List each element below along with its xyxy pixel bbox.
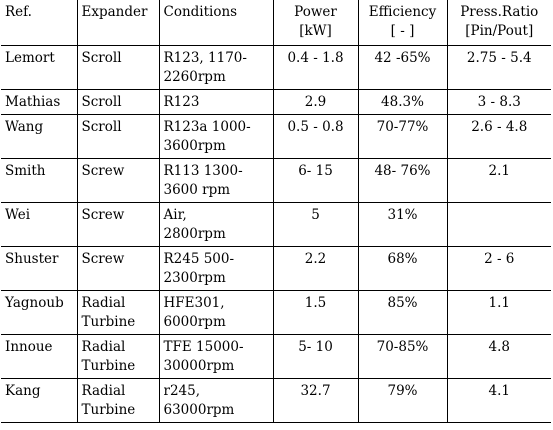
cell-conditions (159, 203, 273, 247)
cell-pressure-ratio: 3 - 8.3 (447, 90, 551, 115)
header-pressure-ratio (447, 0, 551, 46)
cell-conditions (159, 115, 273, 159)
cell-expander-line: Scroll (81, 50, 122, 66)
cell-conditions (159, 379, 273, 423)
cell-conditions-line: 63000rpm (163, 402, 235, 418)
cell-expander-line: Screw (81, 251, 125, 267)
header-conditions: Conditions (159, 0, 273, 46)
cell-conditions-line: R245 500- (163, 251, 235, 267)
cell-expander (77, 90, 159, 115)
cell-efficiency: 31% (358, 203, 447, 247)
cell-conditions-line: HFE301, (163, 295, 225, 311)
table-row (1, 247, 551, 291)
cell-conditions-line: R123a 1000- (163, 119, 251, 135)
cell-conditions (159, 90, 273, 115)
table-row (1, 291, 551, 335)
table-row (1, 159, 551, 203)
cell-power: 2.9 (273, 90, 358, 115)
cell-conditions (159, 46, 273, 90)
cell-expander-line: Radial (81, 339, 126, 355)
cell-expander (77, 46, 159, 90)
cell-conditions (159, 335, 273, 379)
cell-efficiency: 70-77% (358, 115, 447, 159)
cell-pressure-ratio: 4.8 (447, 335, 551, 379)
header-power-label: Power (294, 4, 337, 20)
cell-expander-line: Screw (81, 207, 125, 223)
cell-ref: Lemort (1, 46, 77, 90)
header-power (273, 0, 358, 46)
cell-conditions-line: r245, (163, 383, 201, 399)
table-row (1, 90, 551, 115)
cell-expander-line: Turbine (81, 314, 136, 330)
cell-power: 32.7 (273, 379, 358, 423)
cell-efficiency: 85% (358, 291, 447, 335)
cell-pressure-ratio: 2 - 6 (447, 247, 551, 291)
cell-expander-line: Turbine (81, 402, 136, 418)
cell-power: 0.4 - 1.8 (273, 46, 358, 90)
cell-expander-line: Turbine (81, 358, 136, 374)
table-body (1, 46, 551, 423)
cell-expander-line: Scroll (81, 94, 122, 110)
cell-efficiency: 68% (358, 247, 447, 291)
cell-conditions-line: 2800rpm (163, 226, 226, 242)
expander-comparison-table (1, 0, 551, 423)
header-pressure-ratio-unit: [Pin/Pout] (465, 23, 534, 39)
cell-efficiency: 42 -65% (358, 46, 447, 90)
cell-expander-line: Radial (81, 295, 126, 311)
cell-conditions (159, 291, 273, 335)
cell-expander (77, 379, 159, 423)
cell-expander (77, 115, 159, 159)
table-row (1, 115, 551, 159)
header-row (1, 0, 551, 46)
cell-conditions (159, 159, 273, 203)
cell-expander (77, 203, 159, 247)
cell-conditions-line: R123, 1170- (163, 50, 247, 66)
cell-pressure-ratio: 2.75 - 5.4 (447, 46, 551, 90)
cell-conditions-line: 30000rpm (163, 358, 235, 374)
cell-ref: Wang (1, 115, 77, 159)
cell-expander (77, 335, 159, 379)
cell-pressure-ratio: 2.6 - 4.8 (447, 115, 551, 159)
cell-ref: Wei (1, 203, 77, 247)
cell-power: 5- 10 (273, 335, 358, 379)
header-efficiency-label: Efficiency (368, 4, 437, 20)
header-efficiency (358, 0, 447, 46)
cell-ref: Smith (1, 159, 77, 203)
header-efficiency-unit: [ - ] (390, 23, 415, 39)
cell-ref: Shuster (1, 247, 77, 291)
cell-expander-line: Screw (81, 163, 125, 179)
cell-conditions-line: 3600 rpm (163, 182, 231, 198)
cell-conditions-line: TFE 15000- (163, 339, 244, 355)
cell-conditions-line: R113 1300- (163, 163, 243, 179)
cell-power: 6- 15 (273, 159, 358, 203)
cell-expander (77, 291, 159, 335)
cell-pressure-ratio (447, 203, 551, 247)
cell-conditions-line: 6000rpm (163, 314, 226, 330)
header-expander: Expander (77, 0, 159, 46)
cell-conditions-line: 2260rpm (163, 69, 226, 85)
cell-conditions-line: 3600rpm (163, 138, 226, 154)
cell-expander-line: Radial (81, 383, 126, 399)
cell-expander-line: Scroll (81, 119, 122, 135)
cell-ref: Mathias (1, 90, 77, 115)
cell-efficiency: 79% (358, 379, 447, 423)
cell-conditions-line: 2300rpm (163, 270, 226, 286)
cell-ref: Kang (1, 379, 77, 423)
cell-conditions-line: R123 (163, 94, 200, 110)
cell-power: 1.5 (273, 291, 358, 335)
cell-expander (77, 247, 159, 291)
cell-efficiency: 70-85% (358, 335, 447, 379)
cell-power: 0.5 - 0.8 (273, 115, 358, 159)
cell-ref: Yagnoub (1, 291, 77, 335)
cell-efficiency: 48.3% (358, 90, 447, 115)
cell-pressure-ratio: 2.1 (447, 159, 551, 203)
cell-power: 5 (273, 203, 358, 247)
cell-pressure-ratio: 1.1 (447, 291, 551, 335)
cell-pressure-ratio: 4.1 (447, 379, 551, 423)
cell-conditions-line: Air, (163, 207, 187, 223)
cell-power: 2.2 (273, 247, 358, 291)
table-row (1, 203, 551, 247)
cell-expander (77, 159, 159, 203)
header-pressure-ratio-label: Press.Ratio (460, 4, 539, 20)
table-row (1, 46, 551, 90)
header-ref: Ref. (1, 0, 77, 46)
cell-conditions (159, 247, 273, 291)
header-power-unit: [kW] (299, 23, 332, 39)
cell-efficiency: 48- 76% (358, 159, 447, 203)
table-row (1, 379, 551, 423)
table-row (1, 335, 551, 379)
cell-ref: Innoue (1, 335, 77, 379)
